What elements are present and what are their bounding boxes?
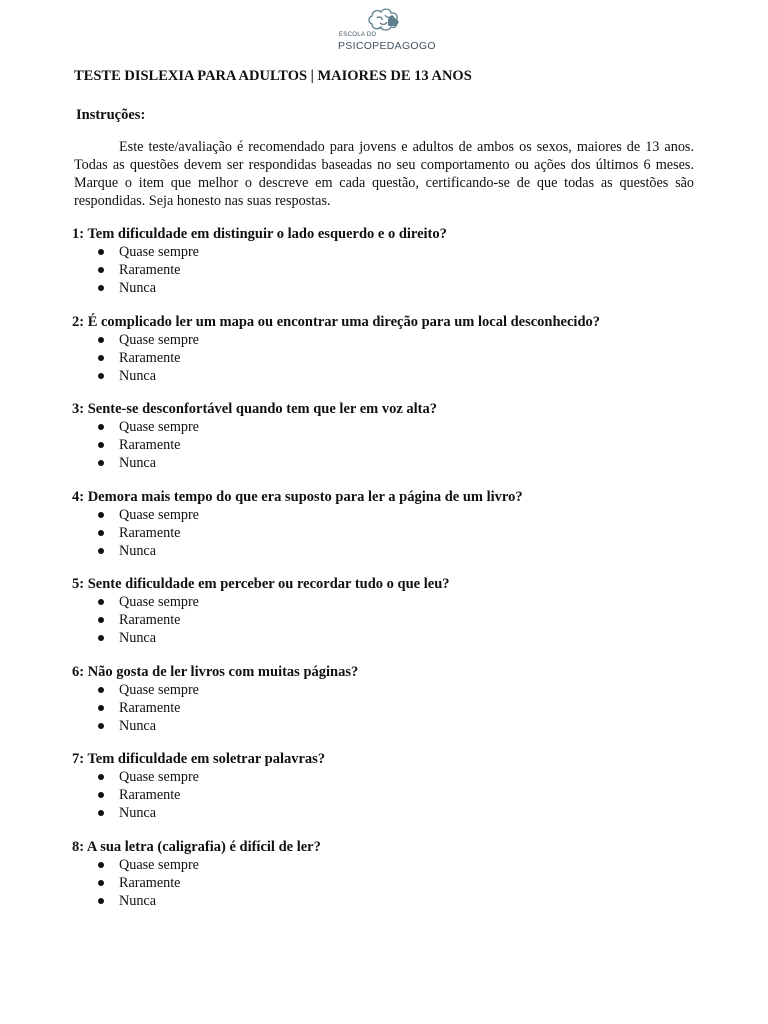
- answer-option[interactable]: [72, 542, 712, 560]
- bullet-icon: [98, 723, 104, 729]
- bullet-icon: [98, 249, 104, 255]
- answer-label: Raramente: [119, 787, 181, 803]
- answer-option[interactable]: [72, 717, 712, 735]
- answer-options: [72, 593, 712, 647]
- answer-label: Raramente: [119, 262, 181, 278]
- puzzle-brain-icon: [366, 6, 402, 32]
- logo-tagline: ESCOLA DO: [339, 32, 377, 38]
- question-2: [72, 313, 712, 401]
- answer-label: Nunca: [119, 630, 157, 646]
- answer-options: [72, 331, 712, 385]
- answer-option[interactable]: [72, 349, 712, 367]
- answer-option[interactable]: [72, 629, 712, 647]
- question-text: 2: É complicado ler um mapa ou encontrar uma direção para um local desconhecido?: [72, 313, 601, 330]
- answer-options: [72, 768, 712, 822]
- answer-options: [72, 418, 712, 472]
- question-3: [72, 400, 712, 488]
- answer-option[interactable]: [72, 593, 712, 611]
- answer-option[interactable]: [72, 367, 712, 385]
- bullet-icon: [98, 337, 104, 343]
- question-6: [72, 663, 712, 751]
- answer-label: Quase sempre: [119, 769, 199, 785]
- answer-options: [72, 681, 712, 735]
- answer-label: Nunca: [119, 892, 157, 909]
- page-title: TESTE DISLEXIA PARA ADULTOS | MAIORES DE 13 ANOS: [74, 68, 472, 84]
- answer-option[interactable]: [72, 699, 712, 717]
- answer-option[interactable]: [72, 804, 712, 822]
- answer-option[interactable]: [72, 279, 712, 297]
- answer-option[interactable]: [72, 786, 712, 804]
- answer-option[interactable]: [72, 436, 712, 454]
- bullet-icon: [98, 687, 104, 693]
- question-7: [72, 750, 712, 838]
- bullet-icon: [98, 373, 104, 379]
- bullet-icon: [98, 617, 104, 623]
- answer-label: Nunca: [119, 455, 157, 471]
- question-4: [72, 488, 712, 576]
- question-1: [72, 225, 712, 313]
- answer-label: Quase sempre: [119, 506, 199, 523]
- answer-option[interactable]: [72, 874, 712, 892]
- answer-label: Raramente: [119, 437, 181, 453]
- answer-label: Raramente: [119, 699, 181, 716]
- answer-option[interactable]: [72, 611, 712, 629]
- answer-label: Raramente: [119, 612, 181, 628]
- answer-label: Raramente: [119, 524, 181, 541]
- bullet-icon: [98, 355, 104, 361]
- bullet-icon: [98, 774, 104, 780]
- answer-label: Quase sempre: [119, 244, 199, 260]
- answer-options: [72, 243, 712, 297]
- answer-option[interactable]: [72, 681, 712, 699]
- answer-label: Nunca: [119, 280, 157, 296]
- answer-label: Nunca: [119, 805, 157, 821]
- question-text: 4: Demora mais tempo do que era suposto para ler a página de um livro?: [72, 488, 523, 505]
- instructions-heading: Instruções:: [76, 107, 146, 123]
- logo-wordmark: PSICOPEDAGOGO: [338, 40, 436, 52]
- answer-label: Raramente: [119, 874, 181, 891]
- question-list: [72, 225, 712, 925]
- bullet-icon: [98, 267, 104, 273]
- bullet-icon: [98, 530, 104, 536]
- answer-label: Nunca: [119, 542, 157, 559]
- question-text: 6: Não gosta de ler livros com muitas páginas?: [72, 663, 359, 680]
- bullet-icon: [98, 599, 104, 605]
- answer-label: Raramente: [119, 349, 181, 366]
- question-8: [72, 838, 712, 926]
- answer-option[interactable]: [72, 243, 712, 261]
- bullet-icon: [98, 442, 104, 448]
- answer-option[interactable]: [72, 454, 712, 472]
- bullet-icon: [98, 792, 104, 798]
- bullet-icon: [98, 512, 104, 518]
- instructions-text: Este teste/avaliação é recomendado para jovens e adultos de ambos os sexos, maiores de 13 anos. Todas as questões devem ser respondidas baseadas no seu comportamento ou ações dos últimos 6 meses. Marque o item que melhor o descreve em cada questão, certificando-se de que todas as questões são respondidas. Seja honesto nas suas respostas.: [74, 139, 694, 209]
- question-text: 3: Sente-se desconfortável quando tem que ler em voz alta?: [72, 401, 437, 417]
- answer-label: Quase sempre: [119, 856, 199, 873]
- answer-option[interactable]: [72, 261, 712, 279]
- answer-option[interactable]: [72, 524, 712, 542]
- answer-label: Nunca: [119, 717, 157, 734]
- bullet-icon: [98, 810, 104, 816]
- answer-label: Quase sempre: [119, 419, 199, 435]
- answer-label: Nunca: [119, 367, 157, 384]
- answer-option[interactable]: [72, 506, 712, 524]
- bullet-icon: [98, 548, 104, 554]
- logo: [336, 6, 436, 56]
- question-text: 5: Sente dificuldade em perceber ou recordar tudo o que leu?: [72, 576, 450, 592]
- bullet-icon: [98, 880, 104, 886]
- bullet-icon: [98, 898, 104, 904]
- bullet-icon: [98, 635, 104, 641]
- answer-options: [72, 506, 712, 560]
- answer-option[interactable]: [72, 768, 712, 786]
- question-text: 8: A sua letra (caligrafia) é difícil de ler?: [72, 838, 321, 855]
- answer-options: [72, 856, 712, 910]
- answer-label: Quase sempre: [119, 331, 199, 348]
- answer-label: Quase sempre: [119, 681, 199, 698]
- answer-option[interactable]: [72, 892, 712, 910]
- bullet-icon: [98, 424, 104, 430]
- bullet-icon: [98, 285, 104, 291]
- question-5: [72, 575, 712, 663]
- answer-option[interactable]: [72, 856, 712, 874]
- question-text: 1: Tem dificuldade em distinguir o lado esquerdo e o direito?: [72, 226, 447, 242]
- bullet-icon: [98, 705, 104, 711]
- answer-label: Quase sempre: [119, 594, 199, 610]
- answer-option[interactable]: [72, 418, 712, 436]
- answer-option[interactable]: [72, 331, 712, 349]
- bullet-icon: [98, 862, 104, 868]
- question-text: 7: Tem dificuldade em soletrar palavras?: [72, 751, 326, 767]
- bullet-icon: [98, 460, 104, 466]
